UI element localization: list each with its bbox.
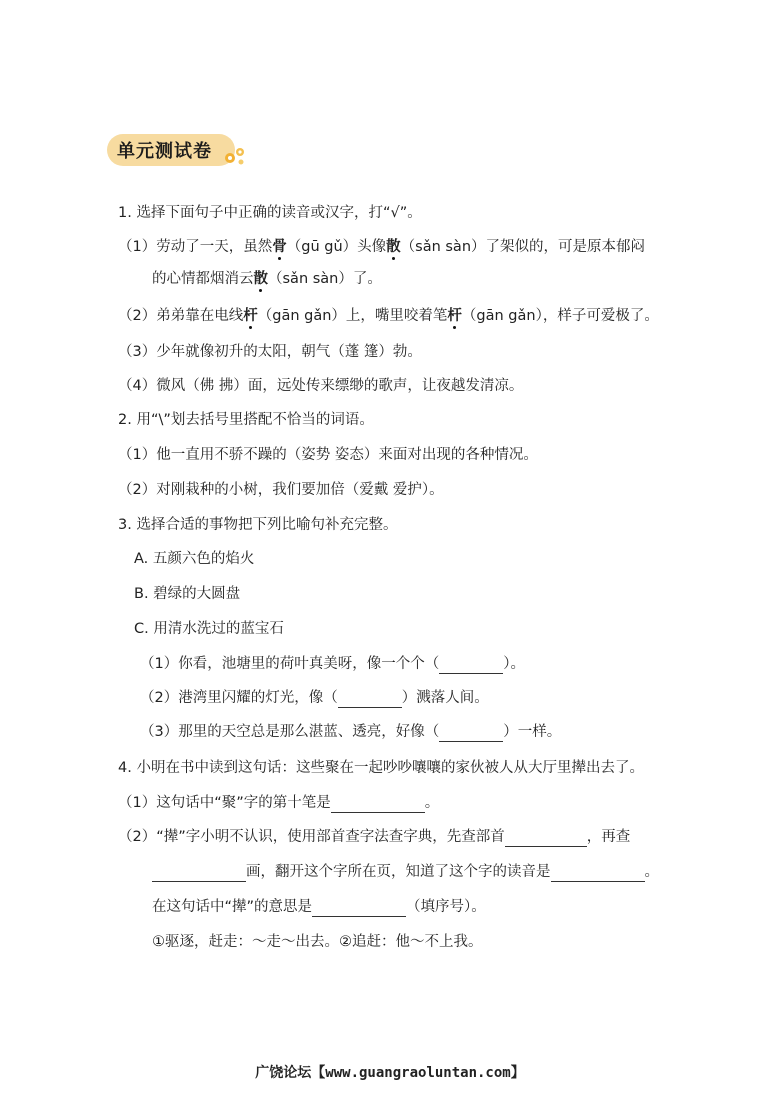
q4-item-2-cont [152,862,659,882]
dotted-char: 散 [386,239,401,255]
text: （sǎn sàn）了架似的，可是原本郁闷 [400,239,646,255]
q1-title: 1. 选择下面句子中正确的读音或汉字，打“√”。 [118,205,422,221]
text: （sǎn sàn）了。 [268,271,382,287]
text: （填序号）。 [406,899,486,915]
q4-title: 4. 小明在书中读到这句话：这些聚在一起吵吵嚷嚷的家伙被人从大厅里撵出去了。 [118,760,644,776]
text: （gān gǎn），样子可爱极了。 [461,308,659,324]
section-title: 单元测试卷 [117,141,212,162]
answer-blank[interactable] [551,865,645,882]
q3-sentence-3 [140,722,561,742]
q1-item-1 [118,237,645,257]
text: ，再查 [586,829,631,845]
text: （gān gǎn）上，嘴里咬着笔 [257,308,448,324]
text: （1）这句话中“聚”字的第十笔是 [118,795,331,811]
answer-blank[interactable] [312,900,406,917]
q3-title: 3. 选择合适的事物把下列比喻句补充完整。 [118,517,398,533]
section-badge [107,134,235,166]
text: （2）“撵”字小明不认识，使用部首查字法查字典，先查部首 [118,829,505,845]
answer-blank[interactable] [439,657,503,674]
flower-icon [220,140,250,170]
q4-definitions: ①驱逐，赶走：～走～出去。②追赶：他～不上我。 [152,934,483,950]
text: （gū gǔ）头像 [286,239,387,255]
answer-blank[interactable] [331,796,425,813]
text: ）一样。 [503,724,562,740]
q3-option-c: C. 用清水洗过的蓝宝石 [134,621,284,637]
dotted-char: 骨 [272,239,287,255]
text: ）。 [503,656,525,672]
text: 画，翻开这个字所在页，知道了这个字的读音是 [246,864,551,880]
q4-item-2-meaning [152,897,486,917]
text: （1）劳动了一天，虽然 [118,239,273,255]
dotted-char: 杆 [447,308,462,324]
text: 。 [424,795,440,811]
q2-item-1: （1）他一直用不骄不躁的（姿势 姿态）来面对出现的各种情况。 [118,447,538,463]
text: ）溅落人间。 [401,690,489,706]
q3-option-b: B. 碧绿的大圆盘 [134,586,241,602]
answer-blank[interactable] [505,830,587,847]
q1-item-3: （3）少年就像初升的太阳，朝气（蓬 篷）勃。 [118,344,422,360]
answer-blank[interactable] [338,691,402,708]
q3-sentence-1 [140,654,525,674]
q2-item-2: （2）对刚栽种的小树，我们要加倍（爱戴 爱护）。 [118,482,444,498]
answer-blank[interactable] [152,865,246,882]
dotted-char: 散 [253,271,268,287]
q3-option-a: A. 五颜六色的焰火 [134,551,255,567]
text: （2）弟弟靠在电线 [118,308,244,324]
text: 。 [644,864,659,880]
q4-item-2 [118,827,630,847]
q4-item-1 [118,793,439,813]
text: （3）那里的天空总是那么湛蓝、透亮，好像（ [140,724,440,740]
q1-item-2 [118,306,659,326]
q1-item-4: （4）微风（佛 拂）面，远处传来缥缈的歌声，让夜越发清凉。 [118,378,524,394]
dotted-char: 杆 [243,308,258,324]
q3-sentence-2 [140,688,489,708]
text: （2）港湾里闪耀的灯光，像（ [140,690,338,706]
q2-title: 2. 用“\”划去括号里搭配不恰当的词语。 [118,412,374,428]
answer-blank[interactable] [439,725,503,742]
q1-item-1-cont [152,269,382,289]
text: （1）你看，池塘里的荷叶真美呀，像一个个（ [140,656,440,672]
footer-credit: 广饶论坛【www.guangraoluntan.com】 [255,1065,525,1081]
text: 的心情都烟消云 [152,271,254,287]
text: 在这句话中“撵”的意思是 [152,899,313,915]
